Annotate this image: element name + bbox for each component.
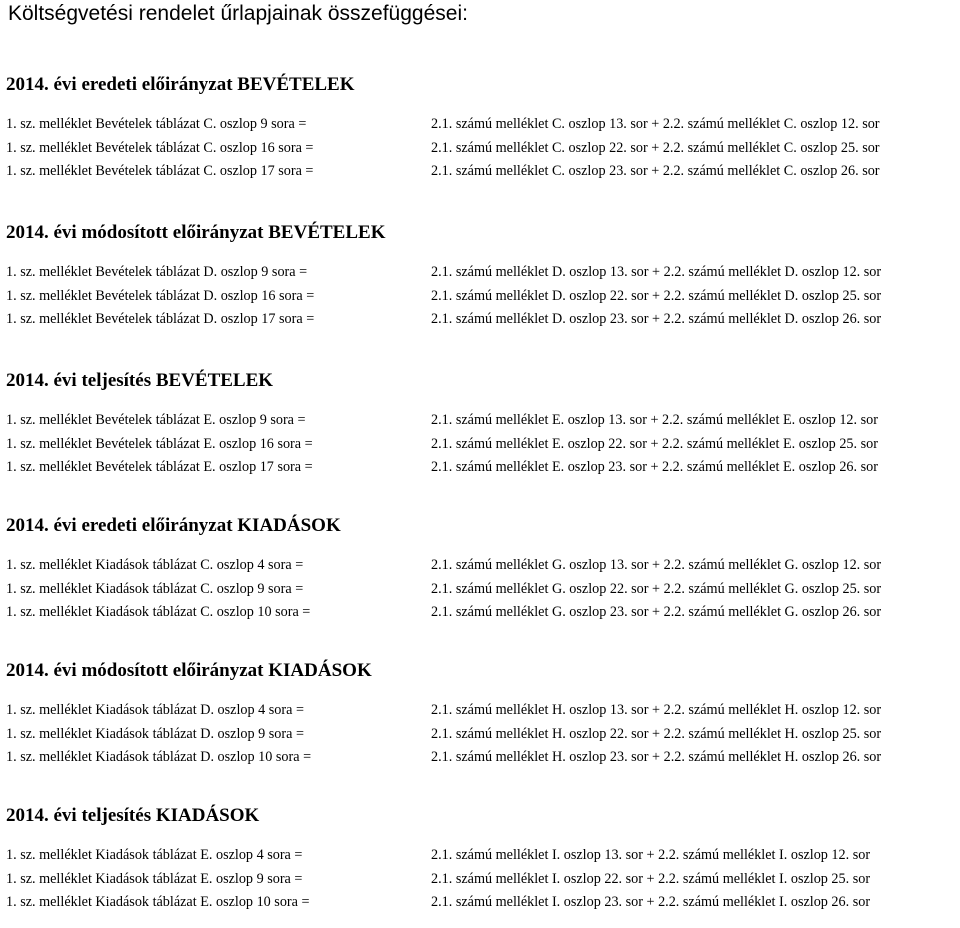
relation-left: 1. sz. melléklet Bevételek táblázat E. oszlop 16 sora = <box>6 435 313 452</box>
relation-left: 1. sz. melléklet Bevételek táblázat D. oszlop 9 sora = <box>6 264 308 280</box>
relation-right: 2.1. számú melléklet D. oszlop 23. sor + 2.2. számú melléklet D. oszlop 26. sor <box>431 311 882 327</box>
relation-right: 2.1. számú melléklet G. oszlop 22. sor + 2.2. számú melléklet G. oszlop 25. sor <box>431 580 882 597</box>
section-heading: 2014. évi teljesítés KIADÁSOK <box>6 805 260 826</box>
relation-left: 1. sz. melléklet Kiadások táblázat C. oszlop 9 sora = <box>6 580 304 597</box>
relation-right: 2.1. számú melléklet H. oszlop 13. sor + 2.2. számú melléklet H. oszlop 12. sor <box>431 702 882 718</box>
section-heading: 2014. évi módosított előirányzat BEVÉTELEK <box>6 222 386 243</box>
relation-row <box>6 410 956 434</box>
section-modified-revenues <box>6 222 956 333</box>
relation-left: 1. sz. melléklet Kiadások táblázat D. oszlop 9 sora = <box>6 725 304 742</box>
relation-right: 2.1. számú melléklet D. oszlop 22. sor + 2.2. számú melléklet D. oszlop 25. sor <box>431 287 882 304</box>
relation-left: 1. sz. melléklet Kiadások táblázat C. oszlop 4 sora = <box>6 557 304 573</box>
relation-row <box>6 138 956 162</box>
relation-right: 2.1. számú melléklet I. oszlop 22. sor + 2.2. számú melléklet I. oszlop 25. sor <box>431 870 871 887</box>
relation-left: 1. sz. melléklet Bevételek táblázat D. oszlop 17 sora = <box>6 311 315 327</box>
section-modified-expenditures <box>6 660 956 771</box>
section-heading: 2014. évi teljesítés BEVÉTELEK <box>6 370 274 391</box>
relation-right: 2.1. számú melléklet H. oszlop 22. sor + 2.2. számú melléklet H. oszlop 25. sor <box>431 725 882 742</box>
relation-left: 1. sz. melléklet Bevételek táblázat D. oszlop 16 sora = <box>6 287 315 304</box>
relation-row <box>6 747 956 771</box>
relation-row <box>6 869 956 893</box>
relation-row <box>6 434 956 458</box>
relation-right: 2.1. számú melléklet I. oszlop 13. sor + 2.2. számú melléklet I. oszlop 12. sor <box>431 847 871 863</box>
relation-right: 2.1. számú melléklet C. oszlop 13. sor + 2.2. számú melléklet C. oszlop 12. sor <box>431 116 880 132</box>
relation-left: 1. sz. melléklet Kiadások táblázat D. oszlop 4 sora = <box>6 702 304 718</box>
section-original-expenditures <box>6 515 956 626</box>
relation-left: 1. sz. melléklet Kiadások táblázat D. oszlop 10 sora = <box>6 749 312 765</box>
relation-right: 2.1. számú melléklet D. oszlop 13. sor + 2.2. számú melléklet D. oszlop 12. sor <box>431 264 882 280</box>
relation-right: 2.1. számú melléklet E. oszlop 23. sor + 2.2. számú melléklet E. oszlop 26. sor <box>431 459 878 475</box>
relation-row <box>6 579 956 603</box>
section-actual-expenditures <box>6 805 956 916</box>
section-heading: 2014. évi eredeti előirányzat KIADÁSOK <box>6 515 341 536</box>
relation-right: 2.1. számú melléklet I. oszlop 23. sor + 2.2. számú melléklet I. oszlop 26. sor <box>431 894 871 910</box>
section-heading: 2014. évi eredeti előirányzat BEVÉTELEK <box>6 74 355 95</box>
relation-row <box>6 892 956 916</box>
relation-row <box>6 700 956 724</box>
relation-right: 2.1. számú melléklet E. oszlop 22. sor + 2.2. számú melléklet E. oszlop 25. sor <box>431 435 878 452</box>
relation-left: 1. sz. melléklet Kiadások táblázat C. oszlop 10 sora = <box>6 604 311 620</box>
relation-left: 1. sz. melléklet Kiadások táblázat E. oszlop 4 sora = <box>6 847 303 863</box>
relation-row <box>6 262 956 286</box>
relation-row <box>6 845 956 869</box>
relation-row <box>6 309 956 333</box>
relation-row <box>6 286 956 310</box>
page-title: Költségvetési rendelet űrlapjainak összefüggései: <box>8 2 468 25</box>
relation-left: 1. sz. melléklet Bevételek táblázat C. oszlop 16 sora = <box>6 139 314 156</box>
relation-right: 2.1. számú melléklet C. oszlop 23. sor + 2.2. számú melléklet C. oszlop 26. sor <box>431 163 880 179</box>
relation-right: 2.1. számú melléklet E. oszlop 13. sor + 2.2. számú melléklet E. oszlop 12. sor <box>431 412 878 428</box>
relation-row <box>6 555 956 579</box>
relation-right: 2.1. számú melléklet G. oszlop 23. sor + 2.2. számú melléklet G. oszlop 26. sor <box>431 604 882 620</box>
relation-right: 2.1. számú melléklet H. oszlop 23. sor + 2.2. számú melléklet H. oszlop 26. sor <box>431 749 882 765</box>
relation-row <box>6 114 956 138</box>
section-original-revenues <box>6 74 956 185</box>
relation-row <box>6 161 956 185</box>
relation-left: 1. sz. melléklet Kiadások táblázat E. oszlop 10 sora = <box>6 894 310 910</box>
section-actual-revenues <box>6 370 956 481</box>
relation-row <box>6 602 956 626</box>
relation-row <box>6 724 956 748</box>
relation-row <box>6 457 956 481</box>
relation-left: 1. sz. melléklet Bevételek táblázat C. oszlop 9 sora = <box>6 116 307 132</box>
relation-left: 1. sz. melléklet Kiadások táblázat E. oszlop 9 sora = <box>6 870 303 887</box>
relation-left: 1. sz. melléklet Bevételek táblázat C. oszlop 17 sora = <box>6 163 314 179</box>
relation-left: 1. sz. melléklet Bevételek táblázat E. oszlop 9 sora = <box>6 412 306 428</box>
relation-right: 2.1. számú melléklet G. oszlop 13. sor + 2.2. számú melléklet G. oszlop 12. sor <box>431 557 882 573</box>
relation-right: 2.1. számú melléklet C. oszlop 22. sor + 2.2. számú melléklet C. oszlop 25. sor <box>431 139 880 156</box>
section-heading: 2014. évi módosított előirányzat KIADÁSOK <box>6 660 372 681</box>
relation-left: 1. sz. melléklet Bevételek táblázat E. oszlop 17 sora = <box>6 459 313 475</box>
